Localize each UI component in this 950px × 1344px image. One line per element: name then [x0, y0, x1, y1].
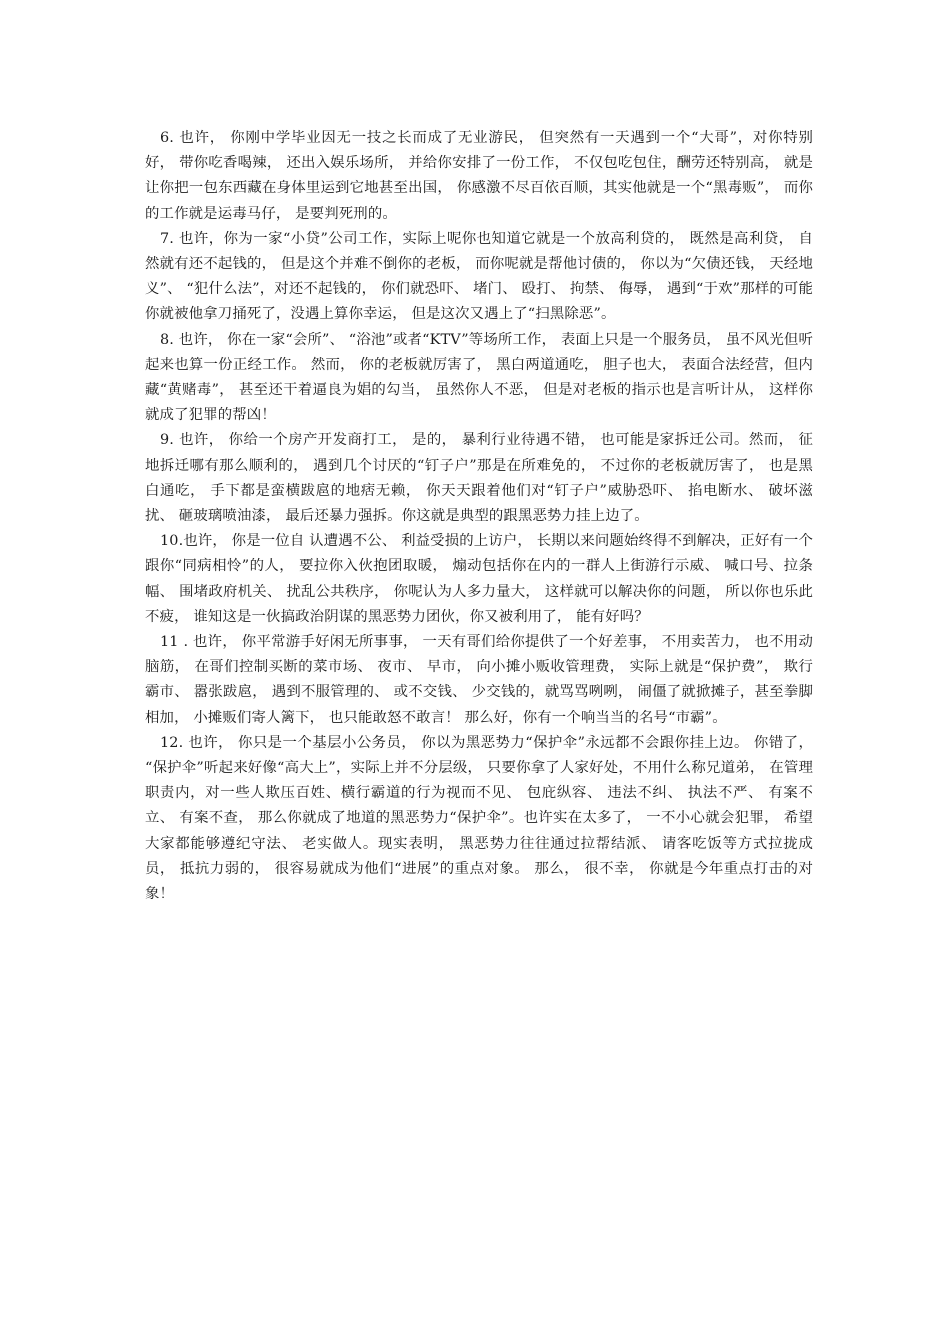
- paragraph-11: 11 . 也许， 你平常游手好闲无所事事， 一天有哥们给你提供了一个好差事， 不用卖苦力， 也不用动脑筋， 在哥们控制买断的菜市场、 夜市、 早市， 向小摊小贩收管理费， 实际上就是“保护费”， 欺行霸市、 嚣张跋扈， 遇到不服管理的、 或不交钱、 少交钱的，就骂骂咧咧， 闹僵了就掀摊子，甚至拳脚相加， 小摊贩们寄人篱下， 也只能敢怒不敢言！ 那么好，你有一个响当当的名号“市霸”。: [145, 634, 813, 726]
- paragraph-6: 6. 也许， 你刚中学毕业因无一技之长而成了无业游民， 但突然有一天遇到一个“大哥”，对你特别好， 带你吃香喝辣， 还出入娱乐场所， 并给你安排了一份工作， 不仅包吃包住，酬劳还特别高， 就是让你把一包东西藏在身体里运到它地甚至出国， 你感激不尽百依百顺，其实他就是一个“黑毒贩”， 而你的工作就是运毒马仔， 是要判死刑的。: [145, 130, 813, 222]
- paragraph-9: 9. 也许， 你给一个房产开发商打工， 是的， 暴利行业待遇不错， 也可能是家拆迁公司。然而， 征地拆迁哪有那么顺利的， 遇到几个讨厌的“钉子户”那是在所难免的， 不过你的老板就厉害了， 也是黑白通吃， 手下都是蛮横跋扈的地痞无赖， 你天天跟着他们对“钉子户”威胁恐吓、 掐电断水、 破坏滋扰、 砸玻璃喷油漆， 最后还暴力强拆。你这就是典型的跟黑恶势力挂上边了。: [145, 432, 813, 525]
- paragraph-12: 12. 也许， 你只是一个基层小公务员， 你以为黑恶势力“保护伞”永远都不会跟你挂上边。 你错了， “保护伞”听起来好像“高大上”，实际上并不分层级， 只要你拿了人家好处，不用什么称兄道弟， 在管理职责内，对一些人欺压百姓、横行霸道的行为视而不见、 包庇纵容、 违法不纠、 执法不严、 有案不立、 有案不查， 那么你就成了地道的黑恶势力“保护伞”。也许实在太多了， 一不小心就会犯罪， 希望大家都能够遵纪守法、 老实做人。现实表明， 黑恶势力往往通过拉帮结派、 请客吃饭等方式拉拢成员， 抵抗力弱的， 很容易就成为他们“进展”的重点对象。 那么， 很不幸， 你就是今年重点打击的对象！: [145, 734, 813, 903]
- document-body: [145, 126, 813, 907]
- paragraph-7: 7. 也许，你为一家“小贷”公司工作，实际上呢你也知道它就是一个放高利贷的， 既然是高利贷， 自然就有还不起钱的， 但是这个并难不倒你的老板， 而你呢就是帮他讨债的， 你以为“欠债还钱， 天经地义”、 “犯什么法”，对还不起钱的， 你们就恐吓、 堵门、 殴打、 拘禁、 侮辱， 遇到“于欢”那样的可能你就被他拿刀捅死了，没遇上算你幸运， 但是这次又遇上了“扫黑除恶”。: [145, 230, 813, 323]
- paragraph-10: 10.也许， 你是一位自 认遭遇不公、 利益受损的上访户， 长期以来问题始终得不到解决，正好有一个跟你“同病相怜”的人， 要拉你入伙抱团取暖， 煽动包括你在内的一群人上街游行示威、 喊口号、拉条幅、 围堵政府机关、 扰乱公共秩序， 你呢认为人多力量大， 这样就可以解决你的问题， 所以你也乐此不疲， 谁知这是一伙搞政治阴谋的黑恶势力团伙，你又被利用了， 能有好吗？: [145, 533, 813, 625]
- paragraph-8: 8. 也许， 你在一家“会所”、 “浴池”或者“KTV”等场所工作， 表面上只是一个服务员， 虽不风光但听起来也算一份正经工作。 然而， 你的老板就厉害了， 黑白两道通吃， 胆子也大， 表面合法经营，但内藏“黄赌毒”， 甚至还干着逼良为娼的勾当， 虽然你人不恶， 但是对老板的指示也是言听计从， 这样你就成了犯罪的帮凶！: [145, 331, 813, 424]
